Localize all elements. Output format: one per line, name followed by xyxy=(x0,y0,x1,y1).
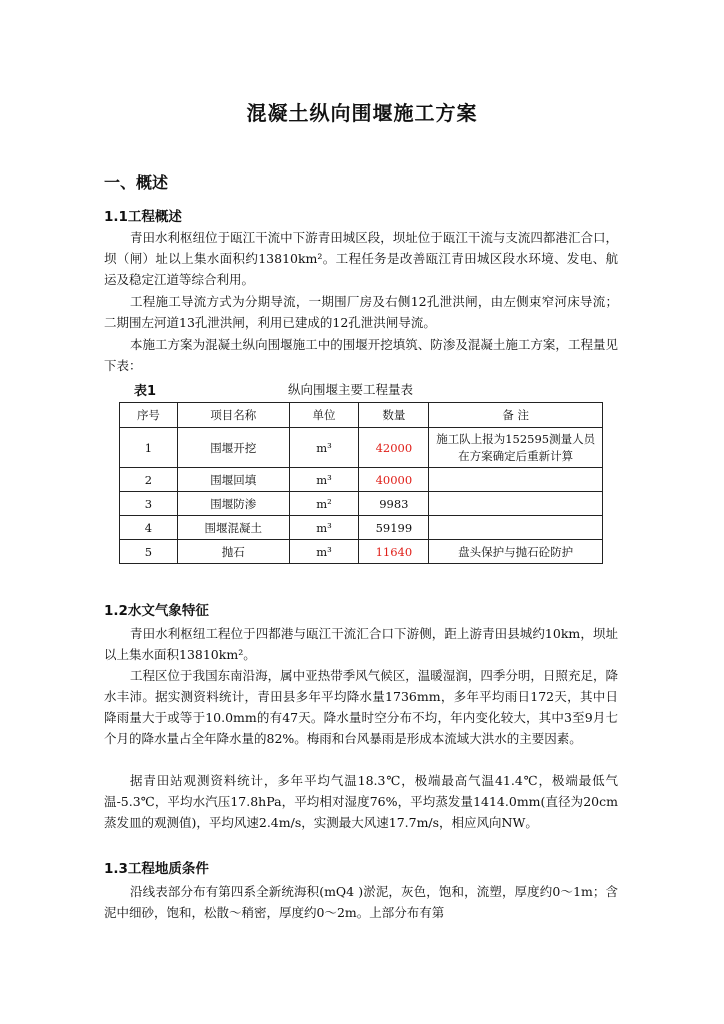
paragraph-scope: 本施工方案为混凝土纵向围堰施工中的围堰开挖填筑、防渗及混凝土施工方案，工程量见下表： xyxy=(104,337,618,373)
cell-no: 1 xyxy=(120,428,178,468)
cell-unit: m³ xyxy=(289,468,359,492)
paragraph-project-overview: 青田水利枢纽位于瓯江干流中下游青田城区段，坝址位于瓯江干流与支流四都港汇合口，坝（闸）址以上集水面积约13810km²。工程任务是改善瓯江青田城区段水环境、发电、航运及稳定江道等综合利用。 xyxy=(104,230,618,287)
cell-no: 4 xyxy=(120,516,178,540)
cell-note xyxy=(429,468,603,492)
table-header-row xyxy=(120,403,603,428)
paragraph-diversion: 工程施工导流方式为分期导流，一期围厂房及右侧12孔泄洪闸，由左侧束窄河床导流；二期围左河道13孔泄洪闸，利用已建成的12孔泄洪闸导流。 xyxy=(104,294,618,330)
header-no: 序号 xyxy=(120,403,178,428)
header-item: 项目名称 xyxy=(177,403,289,428)
paragraph-location: 青田水利枢纽工程位于四都港与瓯江干流汇合口下游侧，距上游青田县城约10km，坝址以上集水面积13810km²。 xyxy=(104,626,618,662)
cell-no: 2 xyxy=(120,468,178,492)
table-row xyxy=(120,428,603,468)
cell-no: 5 xyxy=(120,540,178,564)
document-title: 混凝土纵向围堰施工方案 xyxy=(246,101,478,125)
cell-unit: m³ xyxy=(289,540,359,564)
cell-qty: 11640 xyxy=(359,540,429,564)
cell-note: 施工队上报为152595测量人员在方案确定后重新计算 xyxy=(429,428,603,468)
cell-item: 围堰防渗 xyxy=(177,492,289,516)
cell-no: 3 xyxy=(120,492,178,516)
cell-item: 围堰开挖 xyxy=(177,428,289,468)
header-note: 备 注 xyxy=(429,403,603,428)
table-row xyxy=(120,516,603,540)
paragraph-geology: 沿线表部分布有第四系全新统海积(mQ4 )淤泥，灰色，饱和，流塑，厚度约0～1m；含泥中细砂，饱和，松散～稍密，厚度约0～2m。上部分布有第 xyxy=(104,884,618,920)
section-heading-overview: 一、概述 xyxy=(104,173,169,192)
subsection-heading-1-1: 1.1工程概述 xyxy=(104,209,182,225)
table-row xyxy=(120,540,603,564)
table-row xyxy=(120,492,603,516)
header-unit: 单位 xyxy=(289,403,359,428)
table-title: 纵向围堰主要工程量表 xyxy=(288,382,414,397)
paragraph-meteorology: 据青田站观测资料统计，多年平均气温18.3℃，极端最高气温41.4℃，极端最低气温-5.3℃，平均水汽压17.8hPa，平均相对湿度76%，平均蒸发量1414.0mm(直径为20cm蒸发皿的观测值)，平均风速2.4m/s，实测最大风速17.7m/s，相应风向NW。 xyxy=(104,773,618,830)
cell-qty: 9983 xyxy=(359,492,429,516)
cell-note xyxy=(429,516,603,540)
cell-qty: 42000 xyxy=(359,428,429,468)
cell-unit: m³ xyxy=(289,516,359,540)
subsection-heading-1-3: 1.3工程地质条件 xyxy=(104,861,209,877)
paragraph-climate: 工程区位于我国东南沿海，属中亚热带季风气候区，温暖湿润，四季分明，日照充足，降水丰沛。据实测资料统计，青田县多年平均降水量1736mm，多年平均雨日172天，其中日降雨量大于或等于10.0mm的有47天。降水量时空分布不均，年内变化较大，其中3至9月七个月的降水量占全年降水量的82%。梅雨和台风暴雨是形成本流域大洪水的主要因素。 xyxy=(104,668,618,746)
subsection-heading-1-2: 1.2水文气象特征 xyxy=(104,603,209,619)
cell-qty: 59199 xyxy=(359,516,429,540)
header-qty: 数量 xyxy=(359,403,429,428)
table-row xyxy=(120,468,603,492)
cell-qty: 40000 xyxy=(359,468,429,492)
cell-item: 围堰混凝土 xyxy=(177,516,289,540)
cell-note xyxy=(429,492,603,516)
cell-unit: m² xyxy=(289,492,359,516)
cell-unit: m³ xyxy=(289,428,359,468)
cell-item: 抛石 xyxy=(177,540,289,564)
cell-note: 盘头保护与抛石砼防护 xyxy=(429,540,603,564)
quantity-table xyxy=(119,402,603,564)
cell-item: 围堰回填 xyxy=(177,468,289,492)
table-label: 表1 xyxy=(134,384,157,399)
